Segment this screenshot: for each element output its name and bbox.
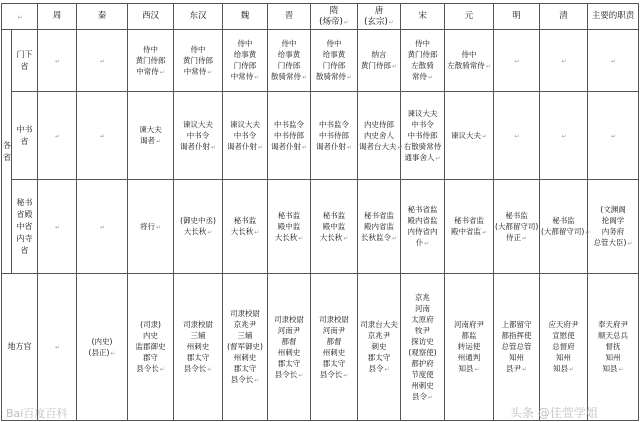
cell-line: 秘书监: [552, 216, 575, 225]
cell-line: 通事舍人↵: [404, 152, 441, 162]
cell-line: 司隶校尉: [230, 309, 260, 318]
cell-line: 谒者仆射↵: [315, 141, 353, 151]
cell-line: 侍中: [281, 39, 297, 48]
cell-line: 谏议大夫: [183, 119, 213, 129]
cell-line: (文渊阁: [600, 205, 626, 214]
cell-line: 长秋监令↵: [360, 232, 398, 242]
cell-line: 秘书省监: [364, 210, 394, 220]
table-cell: [445, 30, 494, 92]
cell-line: 秘书监: [322, 210, 346, 220]
table-cell: [445, 92, 494, 180]
table-cell: [174, 92, 223, 180]
cell-line: 知县↵: [458, 364, 480, 373]
cell-line: 秘书省监: [407, 205, 438, 214]
cell-line: 右散骑常侍: [403, 141, 442, 151]
cell-line: 散骑常侍↵: [315, 72, 353, 81]
cell-line: 州刺史: [277, 347, 301, 357]
cell-line: 侍中: [326, 39, 342, 48]
table-cell: [38, 30, 77, 92]
table-cell: [311, 180, 358, 274]
cell-line: 散骑常侍↵: [270, 72, 308, 81]
cell-line: 县尹↵: [505, 364, 528, 373]
table-cell: [540, 274, 588, 421]
cell-line: 都护府: [411, 358, 434, 368]
cell-line: 节度使: [411, 369, 434, 379]
cell-line: 殿内省监: [407, 216, 438, 225]
table-cell: [401, 92, 445, 180]
header-row: [2, 4, 639, 30]
para-mark: ↵: [610, 57, 617, 65]
table-cell: [268, 180, 311, 274]
table-cell: [223, 92, 268, 180]
cell-line: (内史): [91, 336, 113, 346]
para-mark: ↵: [54, 57, 61, 65]
cell-line: 刺史: [371, 342, 387, 351]
cell-line: 中书令: [233, 130, 257, 140]
cell-line: 黄门侍郎: [183, 55, 213, 65]
cell-line: 谏大夫: [139, 125, 162, 134]
cell-line: 奉天府尹: [598, 320, 628, 329]
cell-line: 谒者仆射↵: [226, 141, 264, 151]
cell-line: (司隶): [140, 320, 161, 329]
para-mark: ↵: [17, 13, 23, 21]
para-mark: ↵: [514, 132, 520, 140]
header-dynasty: 东汉: [174, 4, 223, 30]
cell-line: 河南: [415, 303, 430, 313]
cell-line: 总督府: [552, 342, 575, 351]
cell-line: 总管大臣)↵: [593, 238, 633, 247]
cell-line: 中书令: [186, 130, 210, 140]
row-menxia: [2, 30, 639, 92]
header-corner: [2, 4, 38, 30]
header-duty: 主要的职责: [588, 4, 639, 30]
cell-line: (御史中丞): [180, 216, 216, 225]
table-cell: [223, 274, 268, 421]
cell-line: 郡太守: [186, 353, 210, 362]
table-cell: [128, 30, 174, 92]
cell-line: 殿中监: [277, 221, 301, 231]
cell-line: 大长秋↵: [183, 227, 213, 236]
table-cell: [445, 180, 494, 274]
cell-line: 谒者↵: [139, 136, 162, 145]
group-label-local: 地方官: [2, 274, 38, 421]
para-mark: ↵: [54, 344, 61, 351]
para-mark: ↵: [99, 132, 106, 140]
header-dynasty: [311, 4, 358, 30]
watermark-right: 头条 @佳萱学姐: [510, 406, 598, 420]
cell-line: 太原府: [411, 314, 434, 324]
cell-line: 县令↵: [411, 391, 434, 401]
cell-line: (观察使): [408, 347, 437, 357]
cell-line: 侍中: [190, 44, 206, 54]
cell-line: 县令长↵: [274, 369, 304, 379]
cell-line: 都督: [326, 336, 342, 346]
table-cell: [77, 92, 128, 180]
cell-line: (炀帝)↵: [319, 16, 349, 27]
table-cell: [128, 274, 174, 421]
cell-line: 知州: [509, 353, 524, 362]
cell-line: 秘书省监: [454, 216, 484, 225]
header-dynasty: 魏: [223, 4, 268, 30]
table-cell: [128, 92, 174, 180]
cell-line: 内史: [143, 331, 158, 340]
cell-line: 谒者仆射↵: [270, 141, 308, 151]
cell-line: 总管总管: [501, 342, 532, 351]
cell-line: 谏议大夫↵: [450, 130, 488, 140]
cell-line: 中书令: [411, 119, 434, 129]
cell-line: (玄宗)↵: [364, 16, 394, 27]
cell-line: 京兆尹: [233, 320, 257, 329]
cell-line: 将行↵: [139, 221, 162, 231]
table-cell: [268, 274, 311, 421]
cell-line: 殿中省监↵: [450, 227, 488, 236]
cell-line: 黄门侍郎: [407, 50, 438, 59]
cell-line: 纳言: [371, 50, 387, 59]
table-cell: [494, 92, 540, 180]
cell-line: 知县↵: [552, 364, 575, 373]
cell-line: 中常侍↵: [230, 72, 260, 81]
row-label-zhongshu: 中书省: [12, 92, 38, 180]
table-cell: [540, 30, 588, 92]
cell-line: 县令长↵: [136, 364, 165, 373]
cell-line: 河南尹: [277, 325, 301, 335]
cell-line: 给事黄: [233, 50, 257, 59]
para-mark: ↵: [561, 132, 567, 140]
cell-line: 州刺史: [411, 380, 434, 390]
table-cell: [401, 180, 445, 274]
cell-line: 三辅: [237, 331, 253, 340]
cell-line: 应天府尹: [548, 320, 579, 329]
cell-line: 都指挥使: [501, 331, 532, 340]
cell-line: 司隶校尉: [319, 314, 349, 324]
table-cell: [174, 180, 223, 274]
para-mark: ↵: [610, 132, 617, 140]
cell-line: 宣慰使: [552, 331, 575, 340]
cell-line: 州通判: [457, 353, 481, 362]
cell-line: 谒者仆射↵: [179, 141, 217, 151]
cell-line: 秘书监: [277, 210, 301, 220]
cell-line: 侍中: [415, 39, 430, 48]
cell-line: 门侍郎: [322, 61, 346, 70]
table-cell: [174, 274, 223, 421]
table-cell: [401, 30, 445, 92]
table-cell: [358, 274, 401, 421]
para-mark: ↵: [561, 57, 567, 65]
cell-line: (大都留守司)↵: [541, 227, 591, 236]
cell-line: 郡守: [143, 353, 158, 362]
cell-line: 黄门侍郎↵: [360, 61, 398, 70]
cell-line: 侍中: [461, 50, 477, 59]
header-dynasty: 明: [494, 4, 540, 30]
cell-line: 顺天总兵: [598, 331, 628, 340]
header-dynasty: 元: [445, 4, 494, 30]
cell-line: 都督: [281, 336, 297, 346]
cell-line: 给事黄: [322, 50, 346, 59]
cell-line: (督军御史): [227, 342, 263, 351]
table-cell: [311, 274, 358, 421]
cell-line: 门侍郎: [233, 61, 257, 70]
cell-line: 内侍省内: [407, 227, 438, 236]
table-cell: [311, 30, 358, 92]
table-cell: [38, 92, 77, 180]
cell-line: 转运使: [457, 342, 481, 351]
cell-line: 州刺史: [322, 347, 346, 357]
cell-line: 内务府: [601, 227, 625, 236]
table-cell: [128, 180, 174, 274]
table-cell: [494, 30, 540, 92]
cell-line: 内史舍人: [364, 130, 394, 140]
cell-line: 秘书监: [505, 210, 528, 220]
cell-line: 司隶校尉: [183, 320, 213, 329]
cell-line: 抡阁学: [601, 216, 625, 225]
cell-line: 京兆: [415, 292, 430, 302]
para-mark: ↵: [99, 57, 106, 65]
dynasty-official-table: [1, 3, 639, 421]
cell-line: 都监: [461, 331, 477, 340]
cell-line: (大都留守司): [495, 221, 539, 231]
table-cell: [445, 274, 494, 421]
table-cell: [588, 92, 639, 180]
cell-line: 左散骑常侍↵: [447, 61, 491, 70]
header-dynasty: 西汉: [128, 4, 174, 30]
table-cell: [38, 274, 77, 421]
cell-line: 郡太守: [367, 353, 391, 362]
cell-line: 常侍↵: [411, 72, 434, 81]
cell-line: 郡太守: [233, 364, 257, 373]
table-cell: [401, 274, 445, 421]
table-cell: [77, 274, 128, 421]
table-cell: [588, 180, 639, 274]
group-label-central: 各省: [2, 30, 12, 274]
cell-line: 知州: [605, 353, 621, 362]
cell-line: 谏议大夫: [407, 108, 438, 118]
table-cell: [223, 180, 268, 274]
row-mishu: [2, 180, 639, 274]
cell-line: 黄门侍郎: [135, 55, 166, 65]
cell-line: 三辅: [190, 331, 206, 340]
header-dynasty: 晋: [268, 4, 311, 30]
cell-line: 唐: [374, 5, 384, 16]
header-dynasty: 周: [38, 4, 77, 30]
cell-line: 京兆尹: [367, 331, 391, 340]
cell-line: 给事黄: [277, 50, 301, 59]
cell-line: 探访史: [411, 336, 434, 346]
table-cell: [358, 30, 401, 92]
watermark-left: Bai百度百科: [6, 407, 68, 420]
cell-line: 大长秋↵: [274, 232, 304, 242]
header-dynasty: [358, 4, 401, 30]
cell-line: 中书监令: [319, 119, 349, 129]
table-cell: [358, 92, 401, 180]
para-mark: ↵: [99, 223, 106, 231]
table-cell: [174, 30, 223, 92]
cell-line: (县正)↵: [88, 347, 116, 357]
cell-line: 左散骑: [411, 61, 434, 70]
table-cell: [588, 30, 639, 92]
table-cell: [77, 30, 128, 92]
table-cell: [358, 180, 401, 274]
table-cell: [311, 92, 358, 180]
cell-line: 仆↵: [415, 238, 430, 247]
row-local: [2, 274, 639, 421]
header-dynasty: 清: [540, 4, 588, 30]
table-cell: [540, 92, 588, 180]
cell-line: 河南府尹: [454, 320, 484, 329]
cell-line: 知州: [556, 353, 571, 362]
para-mark: ↵: [54, 223, 61, 231]
cell-line: 司隶台大夫: [360, 320, 398, 329]
para-mark: ↵: [54, 132, 61, 140]
cell-line: 中书侍郎: [274, 130, 304, 140]
cell-line: 牧尹: [415, 325, 430, 335]
cell-line: 河南尹: [322, 325, 346, 335]
row-zhongshu: [2, 92, 639, 180]
cell-line: 县令长↵: [183, 364, 213, 373]
table-cell: [268, 92, 311, 180]
cell-line: 大长秋↵: [319, 232, 349, 242]
cell-line: 中书侍郎: [319, 130, 349, 140]
cell-line: 县令长↵: [230, 375, 260, 384]
cell-line: 门侍郎: [277, 61, 301, 70]
cell-line: 督抚: [605, 342, 621, 351]
table-cell: [540, 180, 591, 274]
cell-line: 谒者台大夫↵: [359, 141, 403, 151]
cell-line: 侍中: [143, 44, 158, 54]
cell-line: 侍正↵: [505, 232, 528, 242]
table-cell: [38, 180, 77, 274]
cell-line: 侍中: [237, 39, 253, 48]
cell-line: 中常侍↵: [136, 66, 165, 76]
table-cell: [268, 30, 311, 92]
table-cell: [588, 274, 639, 421]
cell-line: 秘书监: [233, 216, 257, 225]
cell-line: 司隶校尉: [274, 314, 304, 324]
cell-line: 郡太守: [322, 358, 346, 368]
cell-line: 隋: [329, 5, 339, 16]
cell-line: 知县↵: [602, 364, 624, 373]
table-cell: [223, 30, 268, 92]
cell-line: 殿内省监: [364, 221, 394, 231]
table-cell: [494, 180, 540, 274]
cell-line: 中书监令: [274, 119, 304, 129]
cell-line: 州刺史: [186, 342, 210, 351]
cell-line: 县令↵: [368, 364, 390, 373]
cell-line: 殿中监: [322, 221, 346, 231]
header-dynasty: 秦: [77, 4, 128, 30]
cell-line: 县令长↵: [319, 369, 349, 379]
cell-line: 内史侍郎: [364, 119, 394, 129]
cell-line: 大长秋↵: [230, 227, 260, 236]
para-mark: ↵: [514, 57, 520, 65]
header-dynasty: 宋: [401, 4, 445, 30]
cell-line: 监郡御史: [135, 342, 166, 351]
table-cell: [77, 180, 128, 274]
cell-line: 中书侍郎: [407, 130, 438, 140]
cell-line: 郡太守: [277, 358, 301, 368]
row-label-mishu: 秘书省殿中省内寺省: [12, 180, 38, 274]
cell-line: 州刺史: [233, 353, 257, 362]
table-cell: [494, 274, 540, 421]
cell-line: 中常侍↵: [183, 66, 213, 76]
cell-line: 上都留守: [501, 320, 532, 329]
row-label-menxia: 门下省: [12, 30, 38, 92]
cell-line: 谏议大夫: [230, 119, 260, 129]
